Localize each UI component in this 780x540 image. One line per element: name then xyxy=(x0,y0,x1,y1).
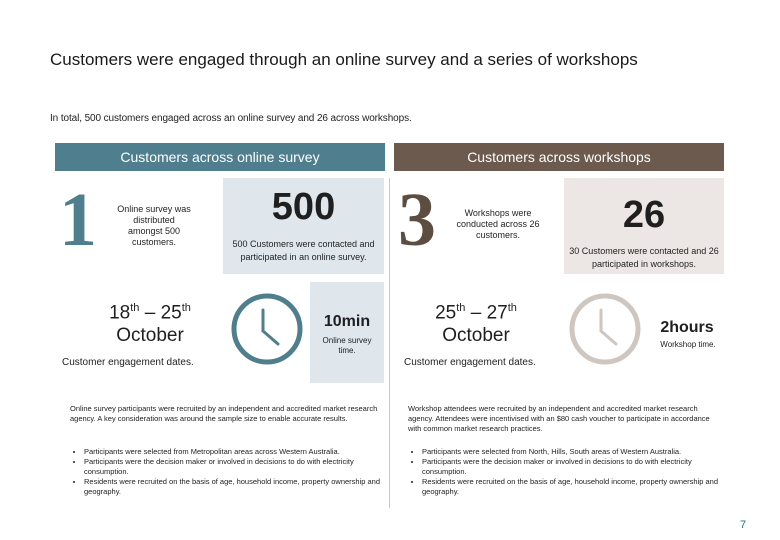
workshop-recruitment-paragraph: Workshop attendees were recruited by an independent and accredited market research agency. Attendees were incentivised with an $80 cash voucher to participate in accordance with common market research practices. xyxy=(408,404,710,433)
workshop-date-start-suffix: th xyxy=(456,302,466,314)
survey-count-description: Online survey was distributed amongst 500 customers. xyxy=(117,204,191,247)
list-item: • Residents were recruited on the basis of age, household income, property ownership and geography. xyxy=(84,477,394,497)
survey-date-end: 25 xyxy=(160,302,182,324)
list-item: • Participants were selected from Metropolitan areas across Western Australia. xyxy=(84,447,394,457)
page-number: 7 xyxy=(740,519,747,531)
survey-duration: 10min xyxy=(323,313,371,330)
survey-stat-number: 500 xyxy=(271,186,336,228)
survey-count-number: 1 xyxy=(59,178,97,262)
page-title: Customers were engaged through an online survey and a series of workshops xyxy=(50,50,638,69)
list-item: • Participants were selected from North, Hills, South areas of Western Australia. xyxy=(422,447,732,457)
workshop-date-label: Customer engagement dates. xyxy=(404,357,536,368)
column-divider xyxy=(389,178,390,508)
survey-date-start-suffix: th xyxy=(130,302,140,314)
workshop-date-end-suffix: th xyxy=(507,302,517,314)
survey-date-month: October xyxy=(116,325,184,347)
survey-recruitment-paragraph: Online survey participants were recruited by an independent and accredited market research agency. A key consideration was around the sample size to enable accurate results. xyxy=(70,404,378,423)
list-item: • Participants were the decision maker or involved in decisions to do with electricity consumption. xyxy=(84,457,394,477)
survey-bullet-list xyxy=(70,447,394,497)
workshop-date-start: 25 xyxy=(435,302,457,324)
survey-header: Customers across online survey xyxy=(55,143,385,171)
survey-date-label: Customer engagement dates. xyxy=(62,357,194,368)
page-subtitle: In total, 500 customers engaged across an online survey and 26 across workshops. xyxy=(50,113,412,124)
workshop-date-month: October xyxy=(442,325,510,347)
survey-date-start: 18 xyxy=(109,302,131,324)
survey-dates xyxy=(70,297,230,347)
list-item: • Residents were recruited on the basis of age, household income, property ownership and geography. xyxy=(422,477,732,497)
workshop-count-description: Workshops were conducted across 26 customers. xyxy=(456,208,540,240)
workshop-date-separator: – xyxy=(465,302,487,324)
survey-stat-description: 500 Customers were contacted and participated in an online survey. xyxy=(232,239,375,262)
survey-date-end-suffix: th xyxy=(181,302,191,314)
workshop-duration-label: Workshop time. xyxy=(660,340,716,349)
clock-icon xyxy=(566,290,644,368)
survey-duration-panel xyxy=(310,282,384,383)
workshop-date-end: 27 xyxy=(486,302,508,324)
workshop-stat-description: 30 Customers were contacted and 26 participated in workshops. xyxy=(569,246,719,269)
survey-date-separator: – xyxy=(139,302,161,324)
workshop-header: Customers across workshops xyxy=(394,143,724,171)
workshop-bullet-list xyxy=(408,447,732,497)
workshop-count-number: 3 xyxy=(398,178,436,262)
survey-duration-label: Online survey time. xyxy=(322,336,372,355)
workshop-duration: 2hours xyxy=(660,319,714,336)
clock-icon xyxy=(228,290,306,368)
list-item: • Participants were the decision maker or involved in decisions to do with electricity consumption. xyxy=(422,457,732,477)
workshop-dates xyxy=(401,297,551,347)
workshop-stat-number: 26 xyxy=(622,194,666,236)
